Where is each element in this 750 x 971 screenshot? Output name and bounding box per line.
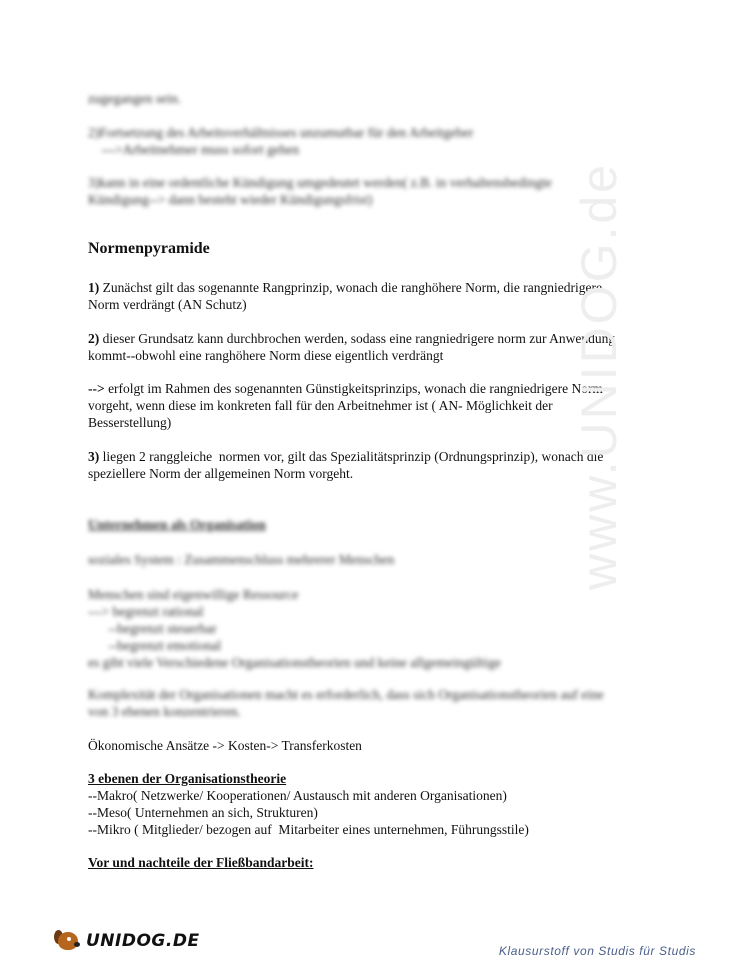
normen-p4-number: 3)	[88, 449, 100, 464]
ebenen-heading: 3 ebenen der Organisationstheorie	[88, 771, 287, 786]
blurred-line-2: 2)Fortsetzung des Arbeitsverhältnisses unzumutbar für den Arbeitgeber --->Arbeitnehmer muss sofort gehen	[88, 125, 474, 157]
logo-text: UNIDOG.DE	[86, 931, 200, 951]
blurred-line-1: zugegangen sein.	[88, 91, 181, 106]
normen-p4-text: liegen 2 ranggleiche normen vor, gilt das Spezialitätsprinzip (Ordnungsprinzip), wonach die speziellere Norm der allgemeinen Norm vorgeht.	[88, 449, 604, 481]
blurred-section-list: Menschen sind eigenwillige Ressource ---> begrenzt rational --begrenzt steuerbar --begrenzt emotional es gibt viele Verschiedene Organisationstheorien und keine allgemeingültige	[88, 587, 502, 670]
fliessband-heading: Vor und nachteile der Fließbandarbeit:	[88, 855, 314, 870]
footer-logo	[52, 928, 200, 954]
ebene-mikro: --Mikro ( Mitglieder/ bezogen auf Mitarbeiter eines unternehmen, Führungsstile)	[88, 822, 529, 837]
watermark: www.UNIDOG.de	[571, 162, 627, 590]
normen-paragraph-2	[88, 330, 615, 364]
oekonomische-ansaetze: Ökonomische Ansätze -> Kosten-> Transferkosten	[88, 738, 362, 753]
normen-p2-text: dieser Grundsatz kann durchbrochen werden, sodass eine rangniedrigere norm zur Anwendung kommt--obwohl eine ranghöhere Norm diese eigentlich verdrängt	[88, 331, 616, 363]
blurred-section-line-1: soziales System : Zusammenschluss mehrerer Menschen	[88, 552, 395, 567]
ebene-makro: --Makro( Netzwerke/ Kooperationen/ Austausch mit anderen Organisationen)	[88, 788, 507, 803]
normen-p3-arrow: -->	[88, 381, 105, 396]
blurred-section-heading: Unternehmen als Organisation	[88, 517, 266, 532]
normen-p2-number: 2)	[88, 331, 100, 346]
normen-paragraph-1	[88, 279, 602, 313]
normen-p1-text: Zunächst gilt das sogenannte Rangprinzip, wonach die ranghöhere Norm, die rangniedrigere Norm verdrängt (AN Schutz)	[88, 280, 602, 312]
dog-icon	[52, 928, 82, 954]
normenpyramide-title: Normenpyramide	[88, 240, 210, 257]
footer-tagline: Klausurstoff von Studis für Studis	[498, 944, 696, 958]
normen-paragraph-4	[88, 448, 603, 482]
blurred-line-3: 3)kann in eine ordentliche Kündigung umgedeutet werden( z.B. in verhaltensbedingte Kündigung--> dann besteht wieder Kündigungsfrist)	[88, 175, 552, 207]
normen-paragraph-3	[88, 380, 603, 431]
blurred-section-line-3: Komplexität der Organisationen macht es erforderlich, dass sich Organisationstheorien auf eine von 3 ebenen konzentrieren.	[88, 687, 604, 719]
normen-p1-number: 1)	[88, 280, 100, 295]
normen-p3-text: erfolgt im Rahmen des sogenannten Günstigkeitsprinzips, wonach die rangniedrigere Norm vorgeht, wenn diese im konkreten fall für den Arbeitnehmer ist ( AN- Möglichkeit der Besserstellung)	[88, 381, 603, 430]
ebene-meso: --Meso( Unternehmen an sich, Strukturen)	[88, 805, 318, 820]
